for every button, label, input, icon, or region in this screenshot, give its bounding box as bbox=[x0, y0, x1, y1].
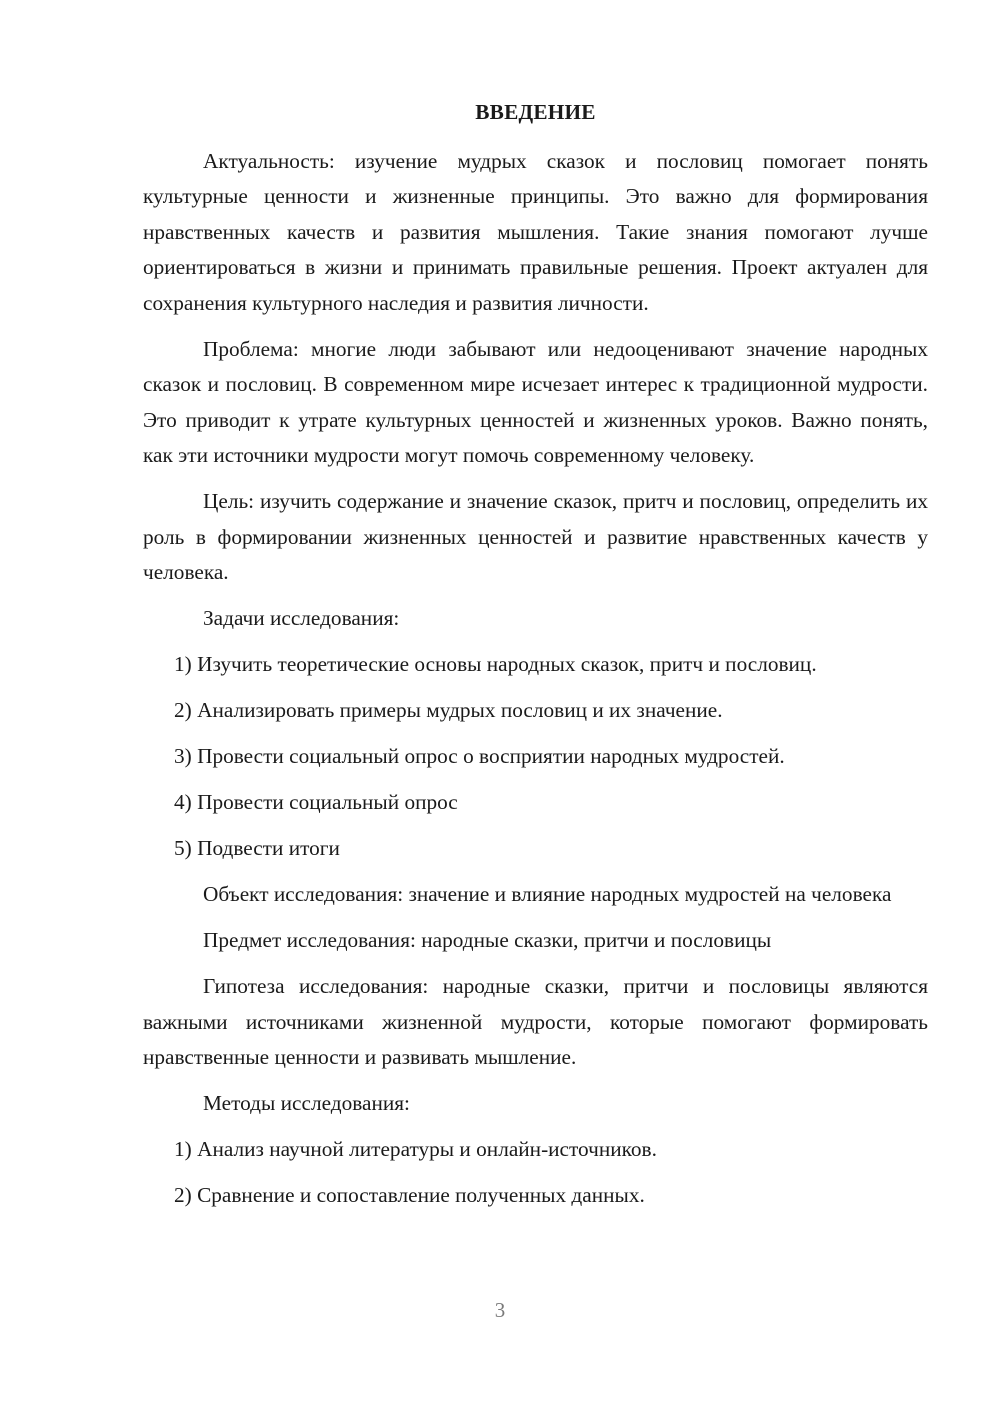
object-paragraph: Объект исследования: значение и влияние народных мудростей на человека bbox=[203, 882, 892, 906]
list-item: 3) Провести социальный опрос о восприятии народных мудростей. bbox=[174, 744, 785, 768]
problem-paragraph: Проблема: многие люди забывают или недооценивают значение народных сказок и пословиц. В современном мире исчезает интерес к традиционной мудрости. Это приводит к утрате культурных ценностей и жизненных уроков. Важно понять, как эти источники мудрости могут помочь современному человеку. bbox=[143, 336, 928, 467]
tasks-heading: Задачи исследования: bbox=[203, 606, 400, 630]
list-item: 1) Изучить теоретические основы народных сказок, притч и пословиц. bbox=[174, 652, 817, 676]
list-item: 5) Подвести итоги bbox=[174, 836, 340, 860]
list-item: 1) Анализ научной литературы и онлайн-источников. bbox=[174, 1137, 657, 1161]
goal-paragraph: Цель: изучить содержание и значение сказок, притч и пословиц, определить их роль в формировании жизненных ценностей и развитие нравственных качеств у человека. bbox=[143, 489, 928, 584]
page-title: ВВЕДЕНИЕ bbox=[475, 100, 596, 124]
methods-list bbox=[143, 1132, 928, 1214]
page-number: 3 bbox=[494, 1298, 506, 1322]
hypothesis-paragraph: Гипотеза исследования: народные сказки, притчи и пословицы являются важными источниками жизненной мудрости, которые помогают формировать нравственные ценности и развивать мышление. bbox=[143, 974, 928, 1069]
relevance-paragraph: Актуальность: изучение мудрых сказок и пословиц помогает понять культурные ценности и жизненные принципы. Это важно для формирования нравственных качеств и развития мышления. Такие знания помогают лучше ориентироваться в жизни и принимать правильные решения. Проект актуален для сохранения культурного наследия и развития личности. bbox=[143, 148, 928, 315]
page-body bbox=[143, 95, 928, 1224]
tasks-list bbox=[143, 647, 928, 867]
list-item: 2) Сравнение и сопоставление полученных данных. bbox=[174, 1183, 645, 1207]
methods-heading: Методы исследования: bbox=[203, 1091, 410, 1115]
list-item: 4) Провести социальный опрос bbox=[174, 790, 458, 814]
list-item: 2) Анализировать примеры мудрых пословиц и их значение. bbox=[174, 698, 723, 722]
subject-paragraph: Предмет исследования: народные сказки, притчи и пословицы bbox=[203, 928, 772, 952]
